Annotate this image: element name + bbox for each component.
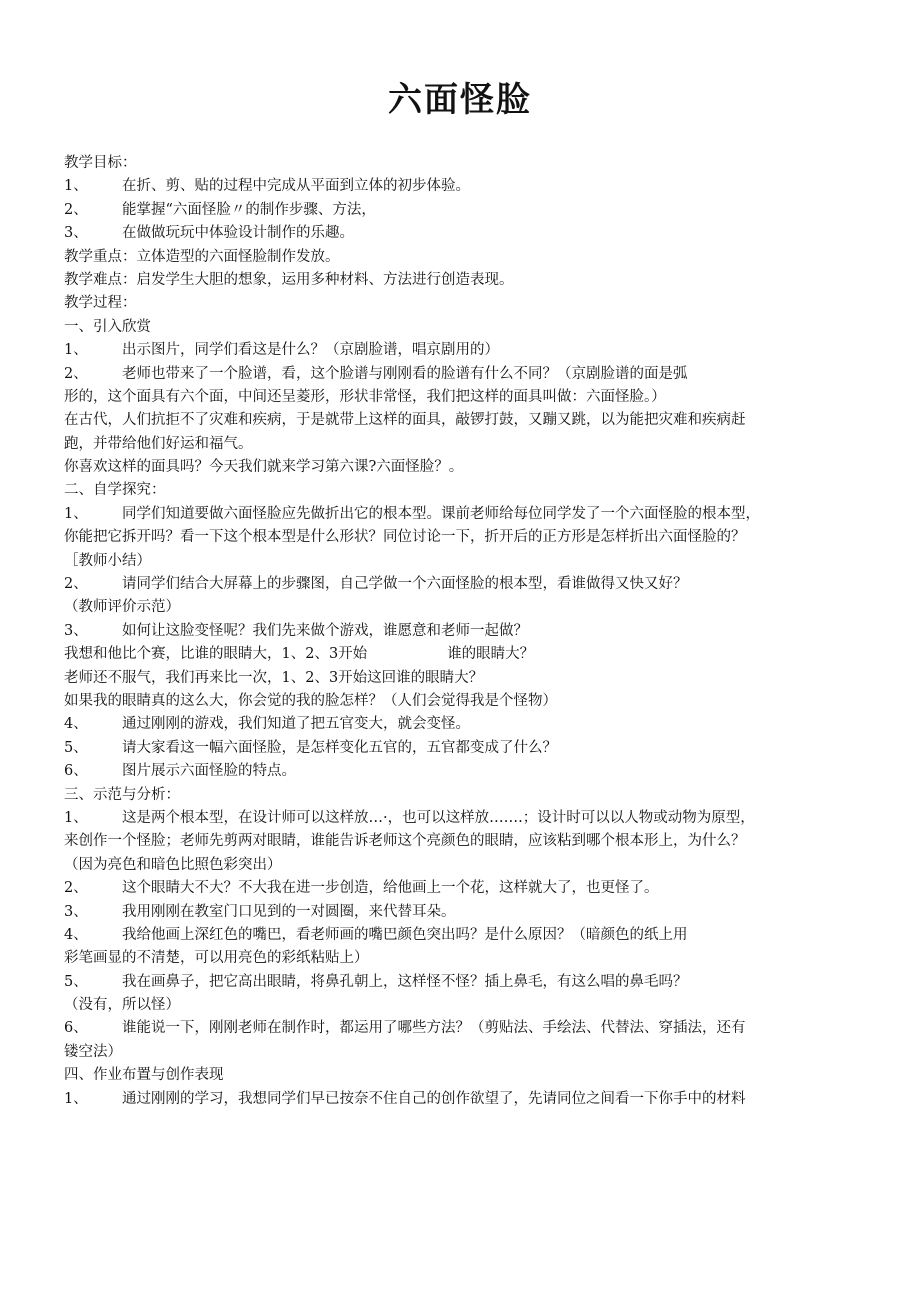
text-line: 教学重点：立体造型的六面怪脸制作发放。	[64, 248, 340, 265]
list-item: 1、 出示图片，同学们看这是什么？（京剧脸谱，唱京剧用的）	[64, 342, 499, 359]
text-line: （没有，所以怪）	[64, 997, 180, 1014]
list-item: 4、 通过刚刚的游戏，我们知道了把五官变大，就会变怪。	[64, 716, 470, 733]
page-title: 六面怪脸	[388, 80, 532, 120]
text-line: 教学目标：	[64, 155, 137, 171]
list-item: 1、 在折、剪、贴的过程中完成从平面到立体的初步体验。	[64, 178, 470, 195]
list-item: 5、 请大家看这一幅六面怪脸，是怎样变化五官的，五官都变成了什么？	[64, 739, 557, 756]
text-line: 跑，并带给他们好运和福气。	[64, 435, 253, 452]
list-item: 2、 请同学们结合大屏幕上的步骤图，自己学做一个六面怪脸的根本型，看谁做得又快又好？	[64, 576, 688, 593]
text-line: 我想和他比个赛，比谁的眼睛大，1、2、3开始 谁的眼睛大？	[64, 646, 535, 663]
text-line: 如果我的眼睛真的这么大，你会觉的我的脸怎样？（人们会觉得我是个怪物）	[64, 692, 557, 709]
section-heading: 三、示范与分析：	[64, 786, 180, 803]
list-item: 1、 这是两个根本型，在设计师可以这样放…·，也可以这样放…….；设计时可以以人物或动物为原型，	[64, 809, 755, 826]
text-line: 在古代，人们抗拒不了灾难和疾病，于是就带上这样的面具，敲锣打鼓，又蹦又跳，以为能把灾难和疾病赶	[64, 412, 746, 429]
text-line: （因为亮色和暗色比照色彩突出）	[64, 856, 282, 873]
text-line: ［教师小结）	[64, 552, 151, 569]
text-line: 教学难点：启发学生大胆的想象，运用多种材料、方法进行创造表现。	[64, 271, 514, 288]
list-item: 6、 谁能说一下，刚刚老师在制作时，都运用了哪些方法？（剪贴法、手绘法、代替法、穿插法，还有	[64, 1020, 746, 1037]
list-item: 2、 这个眼睛大不大？不大我在进一步创造，给他画上一个花，这样就大了，也更怪了。	[64, 880, 659, 897]
list-item: 2、 能掌握“六面怪脸〃的制作步骤、方法，	[64, 201, 376, 218]
text-line: 你能把它拆开吗？看一下这个根本型是什么形状？同位讨论一下，折开后的正方形是怎样折出六面怪脸的？	[64, 529, 746, 546]
text-line: 形的，这个面具有六个面，中间还呈菱形，形状非常怪，我们把这样的面具叫做：六面怪脸。）	[64, 388, 666, 405]
list-item: 4、 我给他画上深红色的嘴巴，看老师画的嘴巴颜色突出吗？是什么原因？（暗颜色的纸上用	[64, 926, 688, 943]
text-line: 来创作一个怪脸；老师先剪两对眼睛，谁能告诉老师这个亮颜色的眼睛，应该粘到哪个根本形上，为什么？	[64, 833, 746, 850]
text-line: 教学过程：	[64, 295, 137, 312]
list-item: 5、 我在画鼻子，把它高出眼睛，将鼻孔朝上，这样怪不怪？插上鼻毛，有这么唱的鼻毛吗？	[64, 973, 688, 990]
list-item: 3、 在做做玩玩中体验设计制作的乐趣。	[64, 225, 354, 242]
text-line: 老师还不服气，我们再来比一次，1、2、3开始这回谁的眼睛大？	[64, 669, 484, 686]
text-line: 你喜欢这样的面具吗？今天我们就来学习第六课?六面怪脸？。	[64, 459, 464, 476]
list-item: 1、 通过刚刚的学习，我想同学们早已按奈不住自己的创作欲望了，先请同位之间看一下你手中的材料	[64, 1090, 746, 1107]
document-body	[64, 152, 864, 1111]
section-heading: 一、引入欣赏	[64, 318, 151, 335]
text-line: 彩笔画显的不清楚，可以用亮色的彩纸粘贴上）	[64, 950, 369, 967]
list-item: 3、 我用刚刚在教室门口见到的一对圆圈，来代替耳朵。	[64, 903, 456, 920]
text-line: 镂空法）	[64, 1043, 122, 1060]
text-line: （教师评价示范）	[64, 599, 180, 616]
list-item: 6、 图片展示六面怪脸的特点。	[64, 763, 296, 780]
section-heading: 四、作业布置与创作表现	[64, 1067, 224, 1084]
list-item: 3、 如何让这脸变怪呢？我们先来做个游戏，谁愿意和老师一起做？	[64, 622, 528, 639]
section-heading: 二、自学探究：	[64, 482, 166, 499]
list-item: 1、 同学们知道要做六面怪脸应先做折出它的根本型。课前老师给每位同学发了一个六面怪脸的根本型，	[64, 505, 760, 522]
list-item: 2、 老师也带来了一个脸谱，看，这个脸谱与刚刚看的脸谱有什么不同？（京剧脸谱的面是弧	[64, 365, 688, 382]
